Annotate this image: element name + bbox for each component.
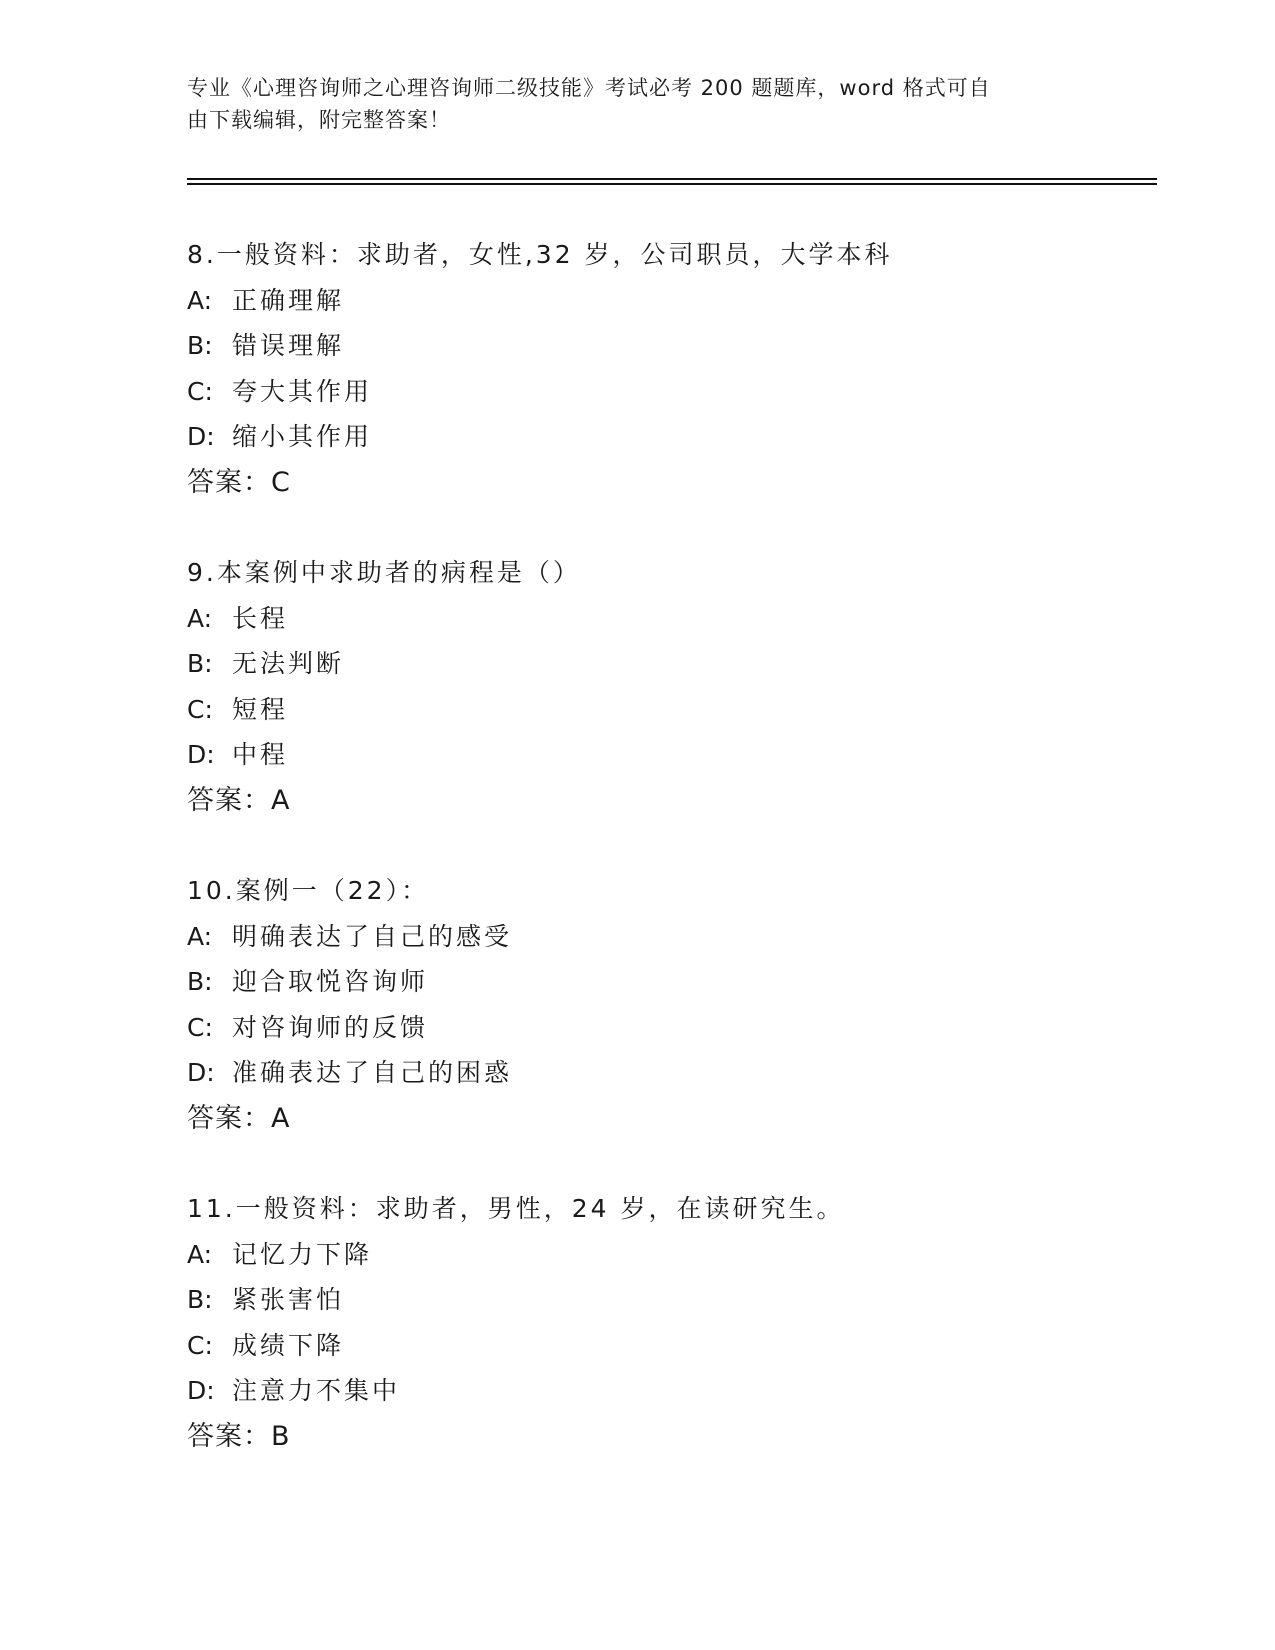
header-divider-top	[187, 178, 1157, 180]
option-key: C:	[187, 376, 213, 406]
option-text: 短程	[232, 694, 289, 724]
option-key: A:	[187, 1239, 213, 1269]
option-text: 无法判断	[232, 649, 345, 679]
option-text: 对咨询师的反馈	[232, 1012, 429, 1042]
option-c	[187, 1005, 1147, 1051]
option-d	[187, 1368, 1147, 1414]
option-key: C:	[187, 694, 213, 724]
option-text: 准确表达了自己的困惑	[232, 1058, 513, 1088]
question-stem: 10.案例一（22）：	[187, 876, 430, 905]
question-stem: 11.一般资料：求助者，男性，24 岁，在读研究生。	[187, 1194, 845, 1223]
question-stem: 8.一般资料：求助者，女性,32 岁，公司职员，大学本科	[187, 240, 893, 269]
option-key: D:	[187, 740, 215, 770]
option-text: 记忆力下降	[232, 1239, 373, 1269]
question-9	[187, 550, 1147, 824]
question-11	[187, 1186, 1147, 1460]
answer: 答案：B	[187, 1420, 291, 1452]
option-text: 中程	[232, 740, 289, 770]
option-c	[187, 1323, 1147, 1369]
option-text: 夸大其作用	[232, 376, 373, 406]
option-a	[187, 1232, 1147, 1278]
answer: 答案：C	[187, 466, 291, 498]
document-header	[187, 72, 1067, 136]
option-key: A:	[187, 285, 213, 315]
answer: 答案：A	[187, 784, 291, 816]
option-b	[187, 1277, 1147, 1323]
option-text: 缩小其作用	[232, 422, 373, 452]
option-b	[187, 641, 1147, 687]
option-c	[187, 687, 1147, 733]
question-10	[187, 868, 1147, 1142]
option-a	[187, 596, 1147, 642]
option-key: B:	[187, 1285, 213, 1315]
option-b	[187, 323, 1147, 369]
option-text: 明确表达了自己的感受	[232, 921, 513, 951]
option-key: B:	[187, 967, 213, 997]
header-line-2: 由下载编辑，附完整答案！	[187, 108, 451, 132]
option-text: 错误理解	[232, 331, 345, 361]
option-d	[187, 414, 1147, 460]
option-b	[187, 959, 1147, 1005]
option-text: 迎合取悦咨询师	[232, 967, 429, 997]
option-text: 正确理解	[232, 285, 345, 315]
option-c	[187, 369, 1147, 415]
question-8	[187, 232, 1147, 506]
option-d	[187, 732, 1147, 778]
option-key: D:	[187, 422, 215, 452]
option-text: 成绩下降	[232, 1330, 345, 1360]
option-key: C:	[187, 1012, 213, 1042]
option-key: C:	[187, 1330, 213, 1360]
option-text: 长程	[232, 603, 289, 633]
option-a	[187, 914, 1147, 960]
option-key: B:	[187, 331, 213, 361]
question-stem: 9.本案例中求助者的病程是（）	[187, 558, 581, 587]
option-text: 紧张害怕	[232, 1285, 345, 1315]
answer: 答案：A	[187, 1102, 291, 1134]
header-divider-bottom	[187, 183, 1157, 185]
option-key: B:	[187, 649, 213, 679]
option-key: D:	[187, 1058, 215, 1088]
option-key: A:	[187, 921, 213, 951]
option-text: 注意力不集中	[232, 1376, 401, 1406]
option-key: A:	[187, 603, 213, 633]
option-a	[187, 278, 1147, 324]
option-key: D:	[187, 1376, 215, 1406]
option-d	[187, 1050, 1147, 1096]
header-line-1: 专业《心理咨询师之心理咨询师二级技能》考试必考 200 题题库，word 格式可自	[187, 76, 991, 100]
